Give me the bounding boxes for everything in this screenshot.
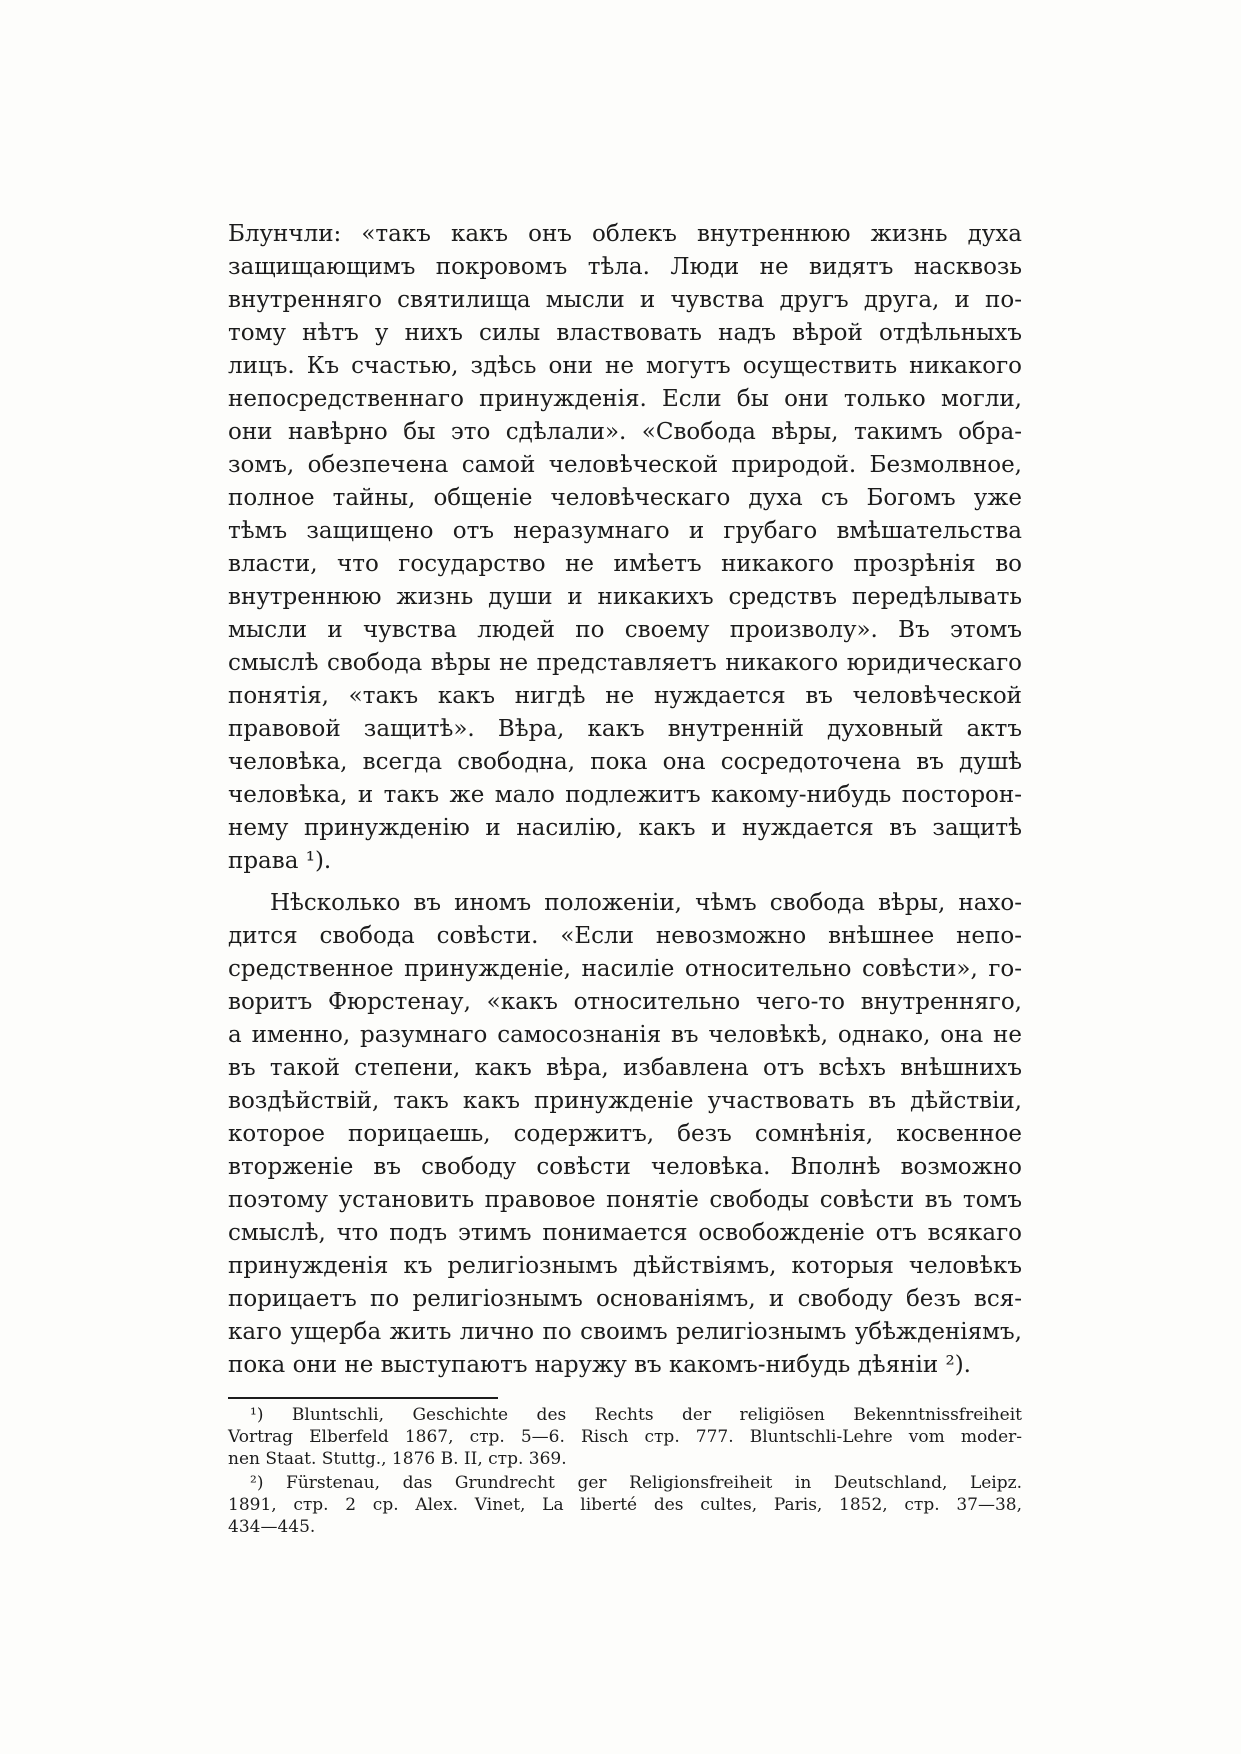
- text-line: зомъ, обезпечена самой человѣческой природой. Безмолвное,: [228, 452, 1022, 478]
- footnote-line: Vortrag Elberfeld 1867, стр. 5—6. Risch стр. 777. Bluntschli-Lehre vom moder-: [228, 1427, 1022, 1447]
- text-line: нему принужденію и насилію, какъ и нуждается въ защитѣ: [228, 815, 1022, 841]
- footnote-1: [228, 1404, 1022, 1470]
- text-line: Нѣсколько въ иномъ положеніи, чѣмъ свобода вѣры, нахо-: [270, 890, 1022, 916]
- text-line: тому нѣтъ у нихъ силы властвовать надъ вѣрой отдѣльныхъ: [228, 320, 1022, 346]
- text-line: понятія, «такъ какъ нигдѣ не нуждается въ человѣческой: [228, 683, 1022, 709]
- text-line: внутренняго святилища мысли и чувства другъ друга, и по-: [228, 287, 1022, 313]
- footnotes: [228, 1404, 1022, 1538]
- footnote-line: nen Staat. Stuttg., 1876 B. II, стр. 369.: [228, 1449, 567, 1469]
- text-line: Блунчли: «такъ какъ онъ облекъ внутреннюю жизнь духа: [228, 221, 1022, 247]
- footnote-line: ²) Fürstenau, das Grundrecht ger Religionsfreiheit in Deutschland, Leipz.: [250, 1473, 1022, 1493]
- text-line: воритъ Фюрстенау, «какъ относительно чего-то внутренняго,: [228, 989, 1022, 1015]
- paragraph-1: [228, 218, 1022, 878]
- footnote-2: [228, 1472, 1022, 1538]
- text-line: власти, что государство не имѣетъ никакого прозрѣнія во: [228, 551, 1022, 577]
- text-line: которое порицаешь, содержитъ, безъ сомнѣнія, косвенное: [228, 1121, 1022, 1147]
- text-line: вторженіе въ свободу совѣсти человѣка. Вполнѣ возможно: [228, 1154, 1022, 1180]
- text-line: полное тайны, общеніе человѣческаго духа съ Богомъ уже: [228, 485, 1022, 511]
- text-line: смыслѣ, что подъ этимъ понимается освобожденіе отъ всякаго: [228, 1220, 1022, 1246]
- text-line: въ такой степени, какъ вѣра, избавлена отъ всѣхъ внѣшнихъ: [228, 1055, 1022, 1081]
- text-line: поэтому установить правовое понятіе свободы совѣсти въ томъ: [228, 1187, 1022, 1213]
- text-line: смыслѣ свобода вѣры не представляетъ никакого юридическаго: [228, 650, 1022, 676]
- text-line: воздѣйствій, такъ какъ принужденіе участвовать въ дѣйствіи,: [228, 1088, 1022, 1114]
- text-line: средственное принужденіе, насиліе относительно совѣсти», го-: [228, 956, 1022, 982]
- text-line: человѣка, и такъ же мало подлежитъ какому-нибудь посторон-: [228, 782, 1022, 808]
- text-line: внутреннюю жизнь души и никакихъ средствъ передѣлывать: [228, 584, 1022, 610]
- body-text: [228, 218, 1022, 1382]
- text-line: каго ущерба жить лично по своимъ религіознымъ убѣжденіямъ,: [228, 1319, 1022, 1345]
- text-line: пока они не выступаютъ наружу въ какомъ-нибудь дѣяніи ²).: [228, 1352, 971, 1378]
- text-line: они навѣрно бы это сдѣлали». «Свобода вѣры, такимъ обра-: [228, 419, 1022, 445]
- text-line: непосредственнаго принужденія. Если бы они только могли,: [228, 386, 1022, 412]
- text-line: права ¹).: [228, 848, 332, 874]
- text-line: правовой защитѣ». Вѣра, какъ внутренній духовный актъ: [228, 716, 1022, 742]
- text-line: лицъ. Къ счастью, здѣсь они не могутъ осуществить никакого: [228, 353, 1022, 379]
- text-line: а именно, разумнаго самосознанія въ человѣкѣ, однако, она не: [228, 1022, 1022, 1048]
- text-line: человѣка, всегда свободна, пока она сосредоточена въ душѣ: [228, 749, 1022, 775]
- text-line: порицаетъ по религіознымъ основаніямъ, и свободу безъ вся-: [228, 1286, 1022, 1312]
- text-line: дится свобода совѣсти. «Если невозможно внѣшнее непо-: [228, 923, 1022, 949]
- footnote-line: ¹) Bluntschli, Geschichte des Rechts der religiösen Bekenntnissfreiheit: [250, 1405, 1022, 1425]
- footnote-line: 434—445.: [228, 1517, 316, 1537]
- footnote-divider: [228, 1397, 498, 1399]
- text-line: тѣмъ защищено отъ неразумнаго и грубаго вмѣшательства: [228, 518, 1022, 544]
- paragraph-2: [228, 887, 1022, 1382]
- footnote-line: 1891, стр. 2 ср. Alex. Vinet, La liberté des cultes, Paris, 1852, стр. 37—38,: [228, 1495, 1022, 1515]
- text-line: принужденія къ религіознымъ дѣйствіямъ, которыя человѣкъ: [228, 1253, 1022, 1279]
- text-line: защищающимъ покровомъ тѣла. Люди не видятъ насквозь: [228, 254, 1022, 280]
- text-line: мысли и чувства людей по своему произволу». Въ этомъ: [228, 617, 1022, 643]
